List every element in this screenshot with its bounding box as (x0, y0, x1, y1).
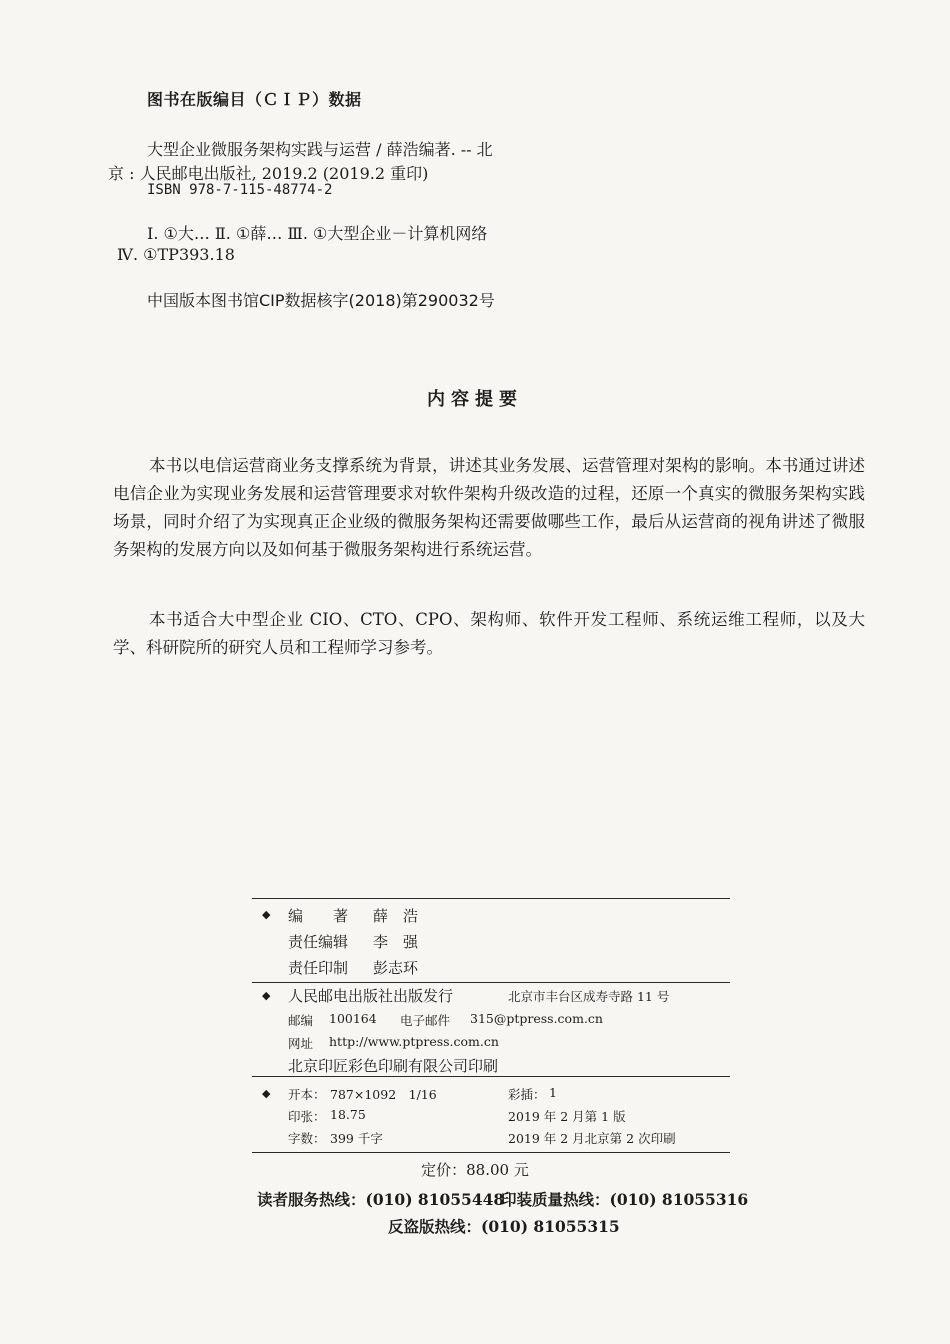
sheets-label: 印张： (288, 1109, 326, 1124)
editor-label: 责任编辑 (288, 933, 349, 951)
summary-paragraph-1: 本书以电信运营商业务支撑系统为背景，讲述其业务发展、运营管理对架构的影响。本书通过讲述电信企业为实现业务发展和运营管理要求对软件架构升级改造的过程，还原一个真实的微服务架构实践场景，同时介绍了为实现真正企业级的微服务架构还需要做哪些工作，最后从运营商的视角讲述了微服务架构的发展方向以及如何基于微服务架构进行系统运营。 (113, 456, 865, 559)
postcode-value: 100164 (329, 1011, 377, 1026)
website-value: http://www.ptpress.com.cn (329, 1034, 499, 1049)
cip-title-line: 大型企业微服务架构实践与运营 / 薛浩编著. -- 北 (147, 140, 493, 159)
color-plates-label: 彩插： (508, 1087, 546, 1102)
imprint-rule-2 (252, 982, 730, 983)
cip-heading: 图书在版编目（ＣＩＰ）数据 (147, 90, 362, 109)
imprint-rule-top (252, 898, 730, 899)
cip-classification-1: Ⅰ. ①大… Ⅱ. ①薛… Ⅲ. ①大型企业－计算机网络 (147, 224, 488, 243)
reader-service-hotline: 读者服务热线：(010) 81055448 (257, 1190, 505, 1209)
color-plates-value: 1 (549, 1085, 557, 1100)
summary-paragraph-2: 本书适合大中型企业 CIO、CTO、CPO、架构师、软件开发工程师、系统运维工程师，以及大学、科研院所的研究人员和工程师学习参考。 (113, 610, 865, 657)
imprint-rule-bottom (252, 1152, 730, 1153)
bullet-icon: ◆ (262, 1087, 271, 1100)
word-count-label: 字数： (288, 1131, 326, 1146)
author-label: 编 著 (288, 907, 349, 925)
price: 定价：88.00 元 (421, 1161, 529, 1179)
email-value: 315@ptpress.com.cn (470, 1011, 603, 1026)
print-quality-hotline: 印装质量热线：(010) 81055316 (501, 1190, 749, 1209)
cip-publisher-line: 京 : 人民邮电出版社, 2019.2 (2019.2 重印) (108, 164, 429, 183)
summary-title: 内容提要 (427, 389, 523, 410)
imprint-rule-3 (252, 1076, 730, 1077)
publisher-address: 北京市丰台区成寿寺路 11 号 (508, 989, 670, 1004)
edition: 2019 年 2 月第 1 版 (508, 1109, 626, 1124)
word-count-value: 399 千字 (330, 1131, 383, 1146)
print-manager-label: 责任印制 (288, 959, 349, 977)
editor-value: 李 强 (373, 933, 419, 951)
print-manager-value: 彭志环 (373, 959, 419, 977)
email-label: 电子邮件 (400, 1013, 451, 1028)
cip-record-number: 中国版本图书馆CIP数据核字(2018)第290032号 (147, 291, 495, 310)
printer: 北京印匠彩色印刷有限公司印刷 (288, 1057, 499, 1075)
anti-piracy-hotline: 反盗版热线：(010) 81055315 (388, 1217, 620, 1236)
format-value: 787×1092 1/16 (330, 1087, 437, 1102)
author-value: 薛 浩 (373, 907, 419, 925)
postcode-label: 邮编 (288, 1013, 314, 1028)
cip-isbn: ISBN 978-7-115-48774-2 (147, 182, 333, 198)
cip-classification-2: Ⅳ. ①TP393.18 (117, 245, 235, 264)
publisher: 人民邮电出版社出版发行 (288, 987, 454, 1005)
reprint-info: 2019 年 2 月北京第 2 次印刷 (508, 1131, 676, 1146)
sheets-value: 18.75 (330, 1107, 366, 1122)
format-label: 开本： (288, 1087, 326, 1102)
bullet-icon: ◆ (262, 908, 271, 921)
bullet-icon: ◆ (262, 989, 271, 1002)
website-label: 网址 (288, 1036, 314, 1051)
